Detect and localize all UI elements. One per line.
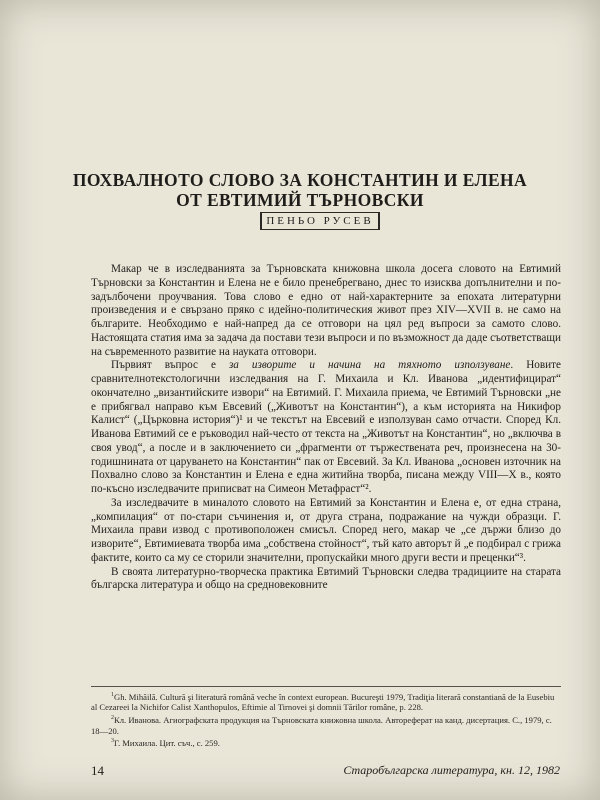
paragraph-4: В своята литературно-творческа практика Евтимий Търновски следва традициите на старата българска литература и общо на средновековните bbox=[91, 565, 561, 592]
paragraph-2-start: Първият въпрос е bbox=[111, 359, 229, 372]
footnote-2-mark: 2 bbox=[111, 715, 114, 722]
footnote-3-mark: 3 bbox=[111, 738, 114, 745]
footnote-2-text: Кл. Иванова. Агиографската продукция на Търновската книжовна школа. Автореферат на канд. дисертация. С., 1979, с. 18—20. bbox=[91, 714, 552, 736]
article-body bbox=[91, 263, 561, 593]
paragraph-2-emphasis: за изворите и начина на тяхното използуване bbox=[228, 359, 511, 372]
footnote-3 bbox=[91, 736, 561, 748]
footnote-1 bbox=[91, 690, 561, 713]
paragraph-2-end: . Новите сравнителнотекстологични изследвания на Г. Михаила и Кл. Иванова „идентифицират“ окончателно „византийските извори“ на Евтимий. Г. Михаила приема, че Евтимий Търновски „не е прибягвал направо към Евсевий („Животът на Константин“), а към историята на Никифор Калист“ („Църковна история“)¹ и че текстът на Евсевий е използуван само отчасти. Според Кл. Иванова Евтимий се е ръководил най-често от текста на „Животът на Константин“, но „включва в своя увод“, а после и в заключението си „фрагменти от тържествената реч, произнесена на 30-годишнината от царуването на Константин“ пак от Евсевий. За Кл. Иванова „основен източник на Похвално слово за Константин и Елена е една житийна творба, писана между VIII—X в., която по-късно изследвачите приписват на Симеон Метафраст“². bbox=[91, 359, 561, 495]
footnote-2 bbox=[91, 713, 561, 736]
footnotes bbox=[91, 686, 561, 749]
running-title: Старобългарска литература, кн. 12, 1982 bbox=[343, 763, 560, 777]
paragraph-2 bbox=[91, 359, 561, 497]
article-title-line-1: ПОХВАЛНОТО СЛОВО ЗА КОНСТАНТИН И ЕЛЕНА bbox=[72, 170, 528, 190]
article-title-line-2: ОТ ЕВТИМИЙ ТЪРНОВСКИ bbox=[176, 190, 424, 210]
author-name: ПЕНЬО РУСЕВ bbox=[260, 212, 378, 230]
paragraph-1: Макар че в изследванията за Търновската книжовна школа досега словото на Евтимий Търновски за Константин и Елена не е било пренебрегвано, днес то изисква допълнителни и по-задълбочени проучвания. Това слово е едно от най-характерните за епохата литературни произведения и е свързано пряко с идейно-политическия живот през XIV—XVII в. не само на българите. Необходимо е най-напред да се отговори на цял ред въпроси за самото слово. Настоящата статия има за задача да постави тези въпроси и по възможност да даде съответстващи на съвременното развитие на науката отговори. bbox=[91, 263, 561, 358]
footnote-1-mark: 1 bbox=[111, 692, 114, 698]
footnote-1-text: Gh. Mihăilă. Cultură şi literatură română veche în context european. Bucureşti 1979, Tradiţia literară constantiană de la Eusebiu al Cezareei la Nichifor Calist Xanthopulos, Eftimie al Tirnovei şi domnii Tărilor române, p. 228. bbox=[91, 691, 555, 713]
paragraph-3: За изследвачите в миналото словото на Евтимий за Константин и Елена е, от една страна, „компилация“ от по-стари съчинения и, от друга страна, подражание на чужди образци. Г. Михаила прави извод с противоположен смисъл. Според него, макар че „се държи близо до изворите“, Евтимиевата творба има „собствена стойност“, тъй като авторът й „е подбирал с грижа фактите, които са му се сторили значителни, пропускайки много други вести и преценки“³. bbox=[91, 496, 561, 564]
page-number: 14 bbox=[91, 763, 104, 778]
footnote-3-text: Г. Михаила. Цит. съч., с. 259. bbox=[114, 737, 220, 748]
